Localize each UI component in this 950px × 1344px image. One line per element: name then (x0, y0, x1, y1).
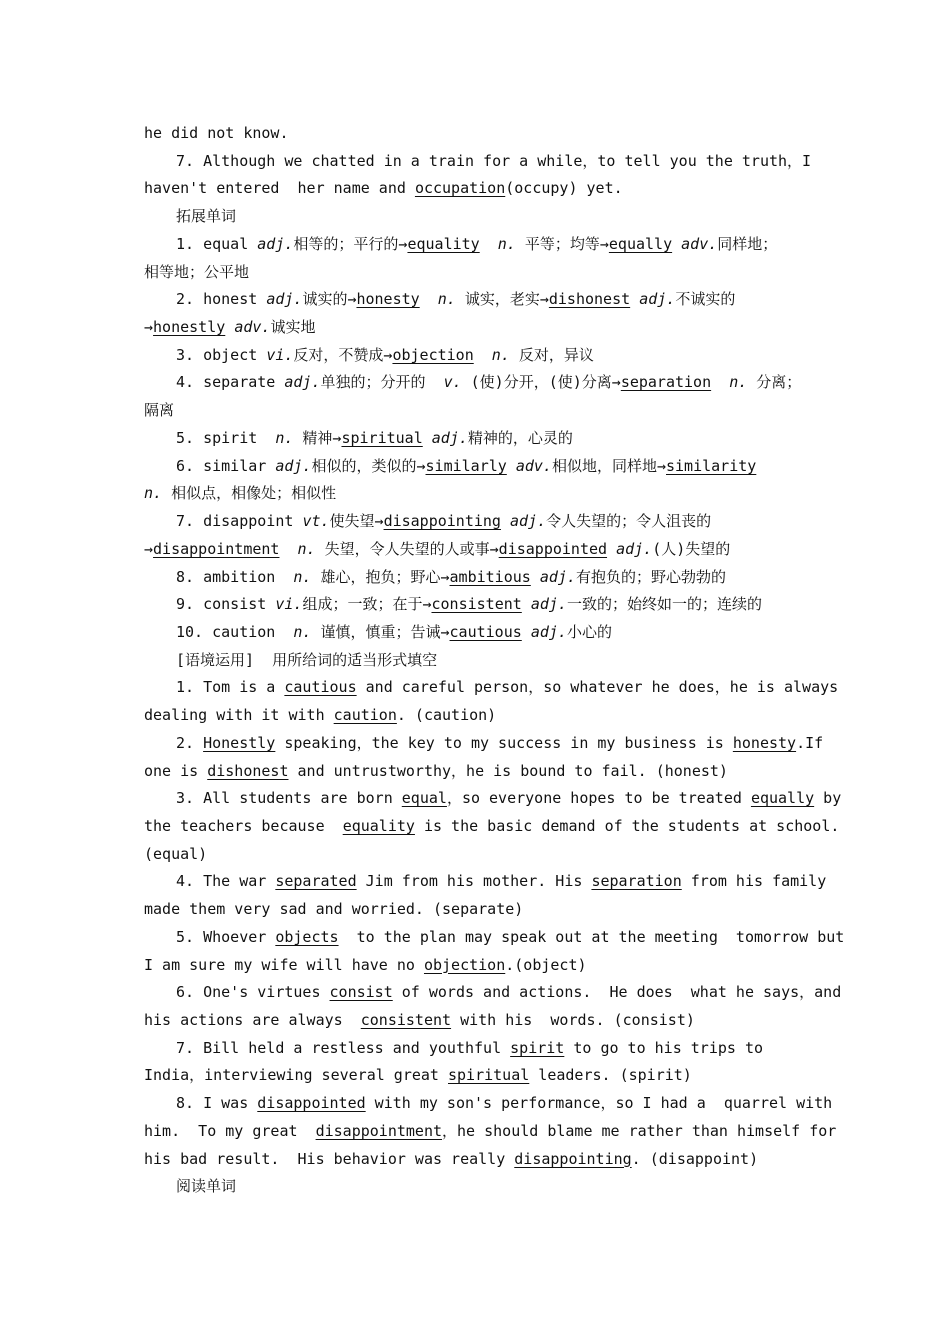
text-segment: 平等；均等→ (515, 234, 609, 253)
text-segment (423, 429, 432, 447)
part-of-speech: n. (293, 567, 312, 586)
text-line (176, 345, 594, 365)
answer-word: similarly (425, 456, 507, 475)
answer-word: separation (591, 872, 682, 891)
text-segment: speaking，the key to my success in my business is (275, 733, 733, 752)
part-of-speech: n. (293, 622, 312, 641)
text-line (176, 927, 844, 947)
text-line (144, 123, 289, 143)
text-line (176, 1176, 236, 1196)
text-segment: 5. Whoever (176, 927, 276, 946)
answer-word: consistent (431, 595, 522, 614)
text-segment: 反对，不赞成→ (293, 345, 393, 364)
text-segment: [语境运用] 用所给词的适当形式填空 (176, 650, 438, 669)
text-segment: 相似的，类似的→ (311, 456, 426, 475)
text-segment: I am sure my wife will have no (144, 955, 424, 974)
text-segment: 精神的，心灵的 (467, 428, 573, 447)
part-of-speech: v. (443, 373, 462, 392)
text-segment: → (144, 539, 154, 558)
answer-word: disappointed (257, 1094, 366, 1113)
text-segment: 8. ambition (176, 567, 294, 586)
text-segment: to the plan may speak out at the meeting tomorrow but (338, 927, 845, 946)
answer-word: disappointing (514, 1149, 632, 1168)
text-segment: by (814, 789, 842, 808)
text-line (176, 234, 777, 254)
text-segment: 8. I was (176, 1094, 258, 1113)
text-segment: 4. The war (176, 872, 276, 891)
answer-word: occupation (414, 179, 506, 198)
text-segment: 1. Tom is a (176, 678, 285, 697)
text-segment: ，so everyone hopes to be treated (446, 789, 751, 808)
answer-word: disappointment (153, 539, 280, 558)
text-segment: (使)分开，(使)分离→ (461, 373, 621, 392)
text-segment (672, 235, 681, 253)
text-segment: 隔离 (144, 401, 175, 420)
answer-word: equality (407, 234, 480, 253)
text-segment: 拓展单词 (176, 207, 237, 226)
text-line (176, 428, 573, 448)
text-segment: is the basic demand of the students at school. (414, 817, 840, 835)
text-segment: of words and actions. He does what he says，and (392, 983, 842, 1002)
answer-word: spirit (510, 1038, 565, 1057)
answer-word: equally (608, 234, 673, 253)
text-segment: 2. (176, 733, 204, 752)
text-line (176, 206, 236, 226)
text-line (176, 622, 612, 642)
text-segment: 同样地； (717, 234, 778, 253)
text-segment: his actions are always (144, 1011, 361, 1030)
text-segment: to go to his trips to (564, 1038, 764, 1057)
text-segment: his bad result. His behavior was really (144, 1149, 515, 1168)
text-line (176, 677, 838, 697)
part-of-speech: adj. (431, 428, 468, 447)
answer-word: disappointment (315, 1121, 443, 1140)
text-segment (522, 623, 531, 641)
text-line (144, 400, 174, 420)
text-segment: 一致的；始终如一的；连续的 (566, 595, 762, 614)
text-segment: 5. spirit (176, 428, 276, 447)
text-line (144, 317, 315, 337)
answer-word: equal (401, 789, 447, 808)
text-segment: 4. separate (176, 373, 285, 392)
part-of-speech: n. (275, 428, 294, 447)
text-segment: . (disappoint) (631, 1149, 759, 1168)
text-segment: India，interviewing several great (144, 1066, 448, 1085)
part-of-speech: n. (729, 373, 748, 392)
text-segment: 相等地；公平地 (144, 262, 250, 281)
text-segment: Jim from his mother. His (356, 872, 592, 891)
text-line (144, 705, 496, 725)
text-segment: 6. One's virtues (176, 983, 330, 1002)
text-line (176, 733, 823, 753)
answer-word: honesty (356, 290, 420, 309)
answer-word: separation (620, 373, 712, 392)
answer-word: separated (275, 872, 357, 891)
text-segment: 3. object (176, 345, 267, 364)
answer-word: equally (750, 789, 815, 808)
text-segment: 反对，异议 (509, 345, 594, 364)
answer-word: objection (392, 345, 474, 364)
answer-word: honesty (732, 733, 797, 752)
text-segment: 使失望→ (329, 512, 384, 531)
part-of-speech: adj. (639, 290, 676, 309)
text-segment: 有抱负的；野心勃勃的 (575, 567, 726, 586)
text-segment: 3. All students are born (176, 789, 402, 808)
text-segment: 10. caution (176, 622, 294, 641)
text-segment (630, 290, 639, 308)
part-of-speech: adv. (234, 318, 271, 337)
text-segment (711, 373, 729, 391)
text-line (176, 567, 726, 587)
part-of-speech: n. (297, 539, 316, 558)
part-of-speech: n. (491, 345, 510, 364)
part-of-speech: adj. (616, 539, 653, 558)
text-line (176, 594, 762, 614)
part-of-speech: adj. (257, 234, 294, 253)
text-segment: 6. similar (176, 456, 276, 475)
text-segment: 雄心，抱负；野心→ (311, 567, 450, 586)
part-of-speech: vi. (275, 595, 303, 614)
text-segment: leaders. (spirit) (529, 1066, 692, 1085)
part-of-speech: adj. (530, 595, 567, 614)
text-segment: 分离； (747, 373, 802, 392)
answer-word: consist (329, 983, 393, 1002)
text-line (144, 178, 623, 198)
answer-word: Honestly (203, 733, 276, 752)
text-line (176, 982, 841, 1002)
text-segment: 诚实的→ (302, 290, 357, 309)
text-line (176, 1038, 763, 1058)
text-segment: from his family (681, 872, 827, 891)
text-segment (279, 540, 297, 558)
text-line (144, 1065, 692, 1085)
text-segment: haven't entered her name and (144, 179, 415, 198)
text-segment: him. To my great (144, 1121, 316, 1140)
text-line (144, 483, 336, 503)
text-segment (507, 457, 516, 475)
answer-word: caution (333, 706, 397, 725)
text-line (176, 372, 801, 392)
text-line (144, 899, 523, 919)
text-segment: 单独的；分开的 (320, 373, 444, 392)
part-of-speech: vt. (302, 512, 330, 531)
text-segment: (equal) (144, 844, 208, 863)
text-segment: 小心的 (566, 622, 612, 641)
text-segment: 相似地，同样地→ (551, 456, 666, 475)
text-line (176, 511, 711, 531)
answer-word: equality (342, 817, 415, 835)
text-segment: ，he should blame me rather than himself for (442, 1121, 837, 1140)
text-segment (474, 346, 492, 364)
text-line (176, 871, 826, 891)
text-segment (501, 512, 510, 530)
text-line (144, 262, 249, 282)
answer-word: disappointing (383, 512, 501, 531)
text-segment: 诚实地 (270, 318, 316, 337)
answer-word: consistent (360, 1011, 452, 1030)
text-segment: and careful person，so whatever he does，he is always (356, 678, 839, 697)
text-segment: (occupy) yet. (505, 179, 623, 198)
text-segment: 相等的；平行的→ (293, 234, 408, 253)
answer-word: disappointed (498, 539, 608, 558)
part-of-speech: n. (437, 290, 456, 309)
text-segment: with my son's performance，so I had a quarrel with (365, 1094, 833, 1113)
text-line (144, 955, 587, 975)
answer-word: spiritual (448, 1066, 530, 1085)
part-of-speech: adj. (510, 512, 547, 531)
text-segment (531, 568, 540, 586)
answer-word: cautious (284, 678, 357, 697)
text-segment: 1. equal (176, 234, 258, 253)
text-segment (420, 290, 438, 308)
text-segment: 组成；一致；在于→ (302, 595, 432, 614)
text-segment: dealing with it with (144, 706, 334, 725)
text-line (144, 539, 730, 559)
part-of-speech: adj. (284, 373, 321, 392)
text-line (144, 816, 839, 836)
text-line (144, 1121, 836, 1141)
answer-word: similarity (666, 456, 757, 475)
text-segment: 7. disappoint (176, 512, 303, 531)
text-line (144, 844, 207, 864)
text-segment: 7. Bill held a restless and youthful (176, 1038, 511, 1057)
text-line (176, 1093, 832, 1113)
answer-word: objects (275, 927, 339, 946)
text-segment (480, 235, 498, 253)
text-segment: 7. Although we chatted in a train for a while，to tell you the truth，I (176, 151, 812, 170)
text-line (176, 456, 756, 476)
text-segment: 2. honest (176, 290, 267, 309)
part-of-speech: adv. (515, 456, 552, 475)
text-line (144, 1010, 695, 1030)
text-segment: and untrustworthy，he is bound to fail. (honest) (288, 761, 728, 780)
answer-word: cautious (449, 622, 522, 641)
text-segment: 9. consist (176, 595, 276, 614)
answer-word: honestly (153, 318, 226, 337)
text-segment: .(object) (505, 955, 587, 974)
text-segment: 诚实，老实→ (455, 290, 549, 309)
part-of-speech: adj. (530, 622, 567, 641)
text-segment: . (caution) (396, 706, 497, 725)
answer-word: spiritual (341, 428, 423, 447)
text-segment: 精神→ (293, 428, 342, 447)
text-segment: made them very sad and worried. (separate) (144, 900, 524, 919)
part-of-speech: adj. (539, 567, 576, 586)
text-segment: one is (144, 761, 208, 780)
text-segment: he did not know. (144, 124, 289, 142)
text-segment: the teachers because (144, 817, 343, 835)
text-segment: 失望，令人失望的人或事→ (315, 539, 499, 558)
text-line (176, 151, 811, 171)
text-segment: 不诚实的 (675, 290, 736, 309)
text-line (176, 788, 841, 808)
text-line (144, 1149, 758, 1169)
answer-word: ambitious (449, 567, 531, 586)
text-segment: (人)失望的 (652, 539, 731, 558)
text-line (144, 761, 728, 781)
part-of-speech: vi. (266, 345, 294, 364)
text-segment: 令人失望的；令人沮丧的 (546, 512, 712, 531)
text-line (176, 650, 437, 670)
part-of-speech: adv. (681, 234, 718, 253)
answer-word: dishonest (207, 761, 289, 780)
text-segment: 谨慎，慎重；告诫→ (311, 622, 450, 641)
part-of-speech: adj. (275, 456, 312, 475)
text-segment: with his words. (consist) (451, 1011, 695, 1030)
answer-word: dishonest (548, 290, 631, 309)
text-segment (522, 595, 531, 613)
part-of-speech: n. (497, 234, 516, 253)
text-segment: 相似点，相像处；相似性 (162, 484, 337, 503)
text-line (176, 289, 735, 309)
text-segment (607, 540, 616, 558)
text-segment: 阅读单词 (176, 1177, 237, 1196)
answer-word: objection (423, 955, 506, 974)
text-segment (225, 318, 234, 336)
part-of-speech: n. (144, 484, 163, 503)
part-of-speech: adj. (266, 290, 303, 309)
text-segment: .If (796, 733, 824, 752)
text-segment: → (144, 318, 154, 337)
